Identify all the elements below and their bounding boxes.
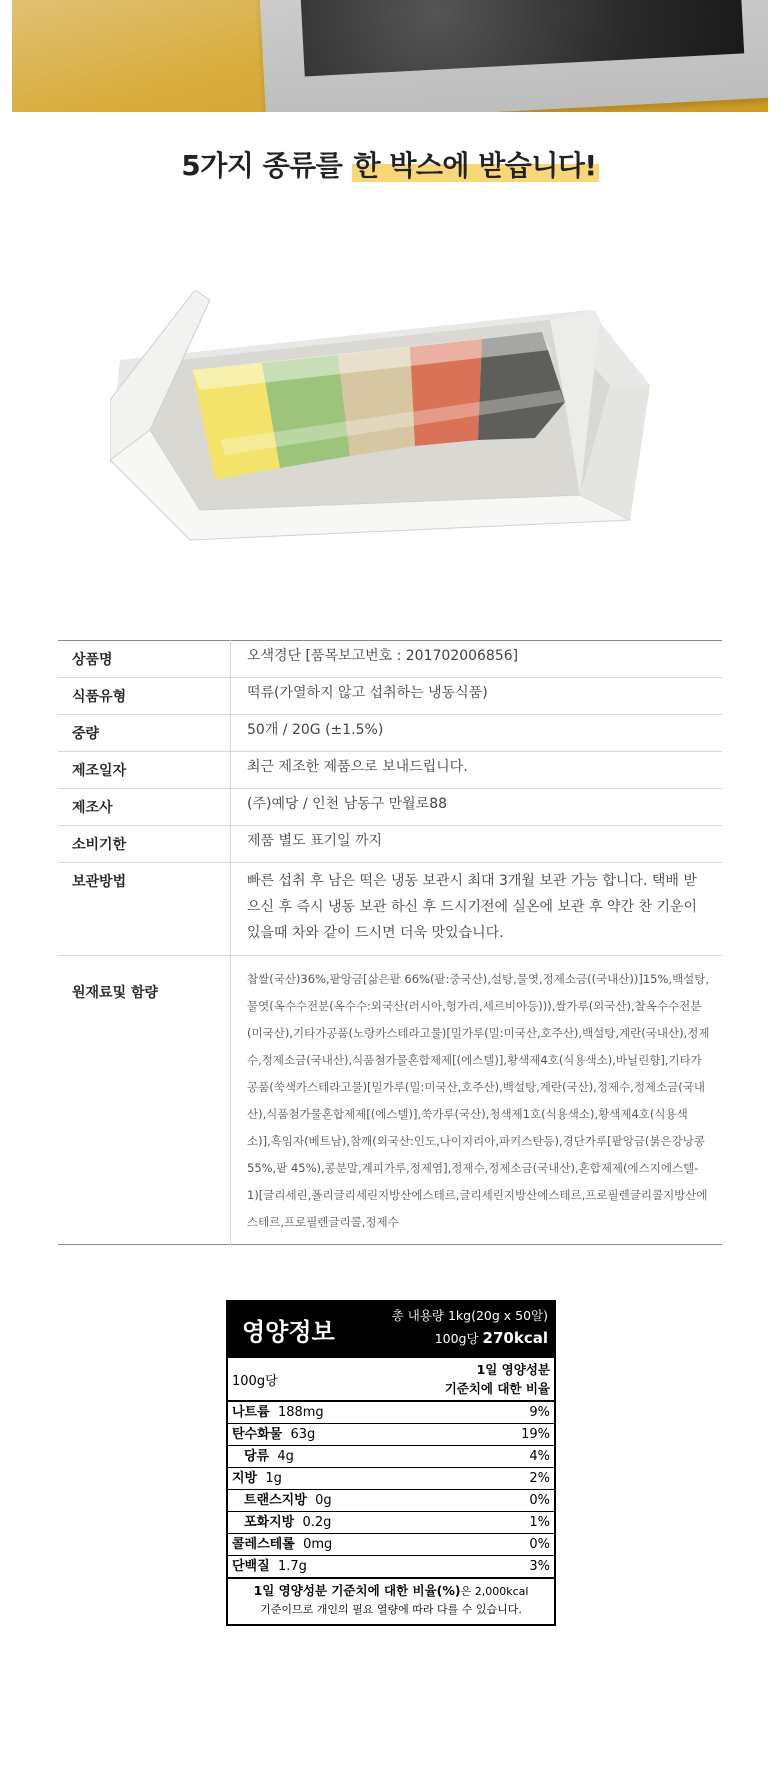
row-label: 보관방법 (58, 863, 231, 956)
nutrient-name: 콜레스테롤 (232, 1537, 295, 1552)
row-label: 제조사 (58, 789, 231, 826)
nutrition-facts-panel (226, 1300, 556, 1626)
nutrient-amount: 0.2g (302, 1515, 332, 1530)
row-value: 찹쌀(국산)36%,팥앙금[삶은팥 66%(팥:중국산),설탕,물엿,정제소금((국내산))]15%,백설탕,물엿(옥수수전분(옥수수:외국산(러시아,헝가리,세르비아등))),쌀가루(외국산),찰옥수수전분(미국산),기타가공품(노랑카스테라고물)[밀가루(밀:미국산,호주산),백설탕,계란(국내산),정제수,정제소금(국내산),식품첨가물혼합제제[(에스텔)],황색제4호(식용색소),바닐린향],기타가공품(쑥색카스테라고물)[밀가루(밀:미국산,호주산),백설탕,계란(국산),정제수,정제소금(국내산),식품첨가물혼합제제[(에스텔)],쑥가루(국산),청색제1호(식용색소),황색제4호(식용색소)],흑임자(베트남),참깨(외국산:인도,나이지리아,파키스탄등),경단가루[팥앙금(붉은강낭콩55%,팥 45%),콩분말,계피가루,정제염],정제수,정제소금(국내산),혼합제제(에스지에스텔-1)[글리세린,폴리글리세린지방산에스테르,글리세린지방산에스테르,프로필렌글리콜지방산에스테르,프로필렌글리콜,정제수 (231, 956, 723, 1245)
row-label: 식품유형 (58, 678, 231, 715)
row-value: 떡류(가열하지 않고 섭취하는 냉동식품) (231, 678, 723, 715)
nutrient-percent: 1% (529, 1515, 550, 1530)
table-row (58, 863, 722, 956)
nutrient-amount: 0mg (303, 1537, 333, 1552)
footnote-bold: 1일 영양성분 기준치에 대한 비율(%) (253, 1583, 461, 1598)
table-row (58, 715, 722, 752)
calories-basis: 100g당 (434, 1331, 479, 1346)
product-box-image (110, 290, 670, 550)
nutrient-percent: 3% (529, 1559, 550, 1574)
nutrient-amount: 188mg (277, 1405, 324, 1420)
nutrient-row (228, 1402, 554, 1424)
daily-value-header (445, 1358, 554, 1400)
nutrient-percent: 19% (521, 1427, 550, 1442)
nutrient-name: 단백질 (232, 1559, 270, 1574)
nutrient-row (228, 1534, 554, 1556)
nutrient-row (228, 1446, 554, 1468)
nutrient-percent: 2% (529, 1471, 550, 1486)
nutrient-name: 나트륨 (232, 1405, 270, 1420)
footnote-part2: 기준이므로 개인의 필요 열량에 따라 다를 수 있습니다. (260, 1603, 522, 1616)
row-label: 상품명 (58, 641, 231, 678)
product-info-table (58, 640, 722, 1245)
row-label: 원재료및 함량 (58, 956, 231, 1245)
dv-header-line2: 기준치에 대한 비율 (444, 1381, 550, 1396)
nutrient-percent: 4% (529, 1449, 550, 1464)
nutrient-name: 포화지방 (244, 1515, 295, 1530)
table-row (58, 789, 722, 826)
nutrient-row (228, 1468, 554, 1490)
row-value: 50개 / 20G (±1.5%) (231, 715, 723, 752)
nutrient-percent: 0% (529, 1493, 550, 1508)
table-row (58, 641, 722, 678)
nutrient-name: 당류 (244, 1449, 270, 1464)
dv-header-line1: 1일 영양성분 (476, 1362, 550, 1377)
calories-value: 270kcal (482, 1329, 548, 1347)
nutrition-footnote (228, 1579, 554, 1624)
table-row (58, 956, 722, 1245)
nutrient-amount: 1g (265, 1471, 282, 1486)
nutrient-name: 지방 (232, 1471, 258, 1486)
row-value: 빠른 섭취 후 남은 떡은 냉동 보관시 최대 3개월 보관 가능 합니다. 택배 받으신 후 즉시 냉동 보관 하신 후 드시기전에 실온에 보관 후 약간 찬 기운이 있을때 차와 같이 드시면 더욱 맛있습니다. (231, 863, 723, 956)
nutrient-amount: 4g (277, 1449, 294, 1464)
nutrient-percent: 0% (529, 1537, 550, 1552)
nutrient-name: 트랜스지방 (244, 1493, 307, 1508)
nutrient-amount: 63g (290, 1427, 316, 1442)
total-content: 총 내용량 1kg(20g x 50알) (391, 1308, 548, 1323)
nutrient-row (228, 1424, 554, 1446)
row-label: 소비기한 (58, 826, 231, 863)
nutrition-title: 영양정보 (242, 1318, 335, 1346)
calories (435, 1329, 548, 1347)
top-product-photo (12, 0, 768, 112)
row-label: 중량 (58, 715, 231, 752)
row-label: 제조일자 (58, 752, 231, 789)
nutrient-row (228, 1490, 554, 1512)
nutrient-name: 탄수화물 (232, 1427, 283, 1442)
table-row (58, 752, 722, 789)
nutrition-subheader (228, 1358, 554, 1402)
table-row (58, 826, 722, 863)
row-value: 제품 별도 표기일 까지 (231, 826, 723, 863)
nutrient-row (228, 1556, 554, 1579)
nutrient-percent: 9% (529, 1405, 550, 1420)
row-value: (주)예당 / 인천 남동구 만월로88 (231, 789, 723, 826)
nutrient-amount: 0g (315, 1493, 332, 1508)
nutrition-header (228, 1302, 554, 1358)
headline-prefix: 5가지 종류를 (181, 149, 352, 182)
row-value: 오색경단 [품목보고번호 : 201702006856] (247, 648, 519, 664)
basis-label: 100g당 (232, 1374, 278, 1389)
nutrient-amount: 1.7g (277, 1559, 307, 1574)
nutrient-row (228, 1512, 554, 1534)
row-value: 최근 제조한 제품으로 보내드립니다. (231, 752, 723, 789)
table-row (58, 678, 722, 715)
footnote-part1: 은 2,000kcal (460, 1585, 529, 1598)
headline-highlight: 한 박스에 받습니다! (353, 149, 597, 182)
section-headline (0, 144, 780, 184)
